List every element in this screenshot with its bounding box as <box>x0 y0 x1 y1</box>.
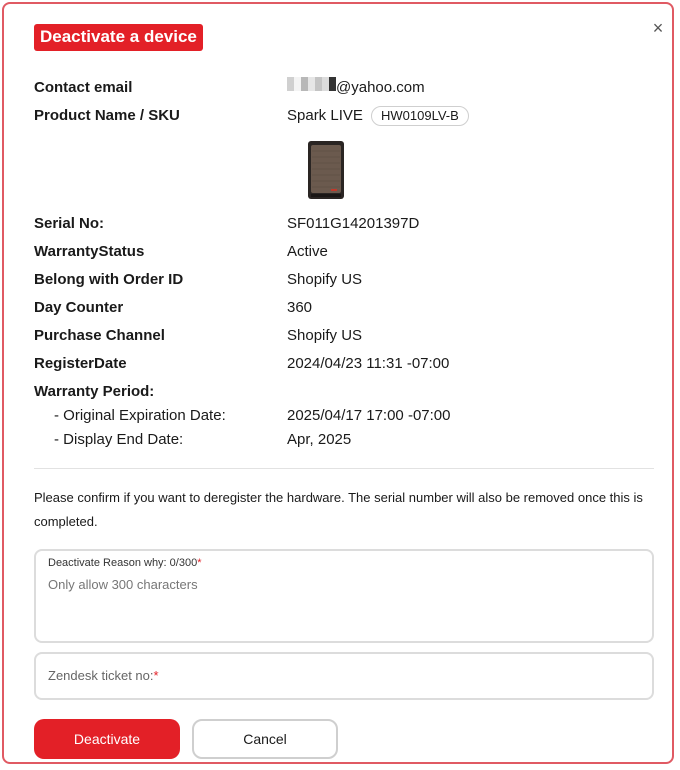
channel-value: Shopify US <box>287 327 363 344</box>
order-row <box>34 270 654 290</box>
contact-email-label: Contact email <box>34 79 133 96</box>
divider <box>34 468 654 469</box>
redacted-email-mask <box>287 77 336 97</box>
product-row <box>34 106 654 126</box>
channel-label: Purchase Channel <box>34 327 165 344</box>
display-end-row <box>34 430 654 450</box>
display-end-value: Apr, 2025 <box>287 431 352 448</box>
product-label: Product Name / SKU <box>34 107 180 124</box>
register-date-row <box>34 354 654 374</box>
warranty-period-label: Warranty Period: <box>34 383 155 400</box>
original-expiration-row <box>34 406 654 426</box>
deactivate-device-dialog <box>2 2 674 764</box>
warranty-status-value: Active <box>287 243 328 260</box>
original-expiration-value: 2025/04/17 17:00 -07:00 <box>287 407 451 424</box>
required-mark: * <box>153 668 159 683</box>
original-expiration-label: - Original Expiration Date: <box>54 407 226 424</box>
product-image <box>307 141 345 199</box>
serial-label: Serial No: <box>34 215 105 232</box>
serial-row <box>34 214 654 234</box>
zendesk-ticket-input[interactable] <box>46 662 646 692</box>
close-icon[interactable]: × <box>652 18 664 38</box>
day-counter-value: 360 <box>287 299 313 316</box>
contact-email-value <box>287 78 425 98</box>
contact-email-row <box>34 78 654 98</box>
deactivate-reason-field[interactable] <box>34 549 654 643</box>
dialog-title: Deactivate a device <box>34 24 203 51</box>
order-value: Shopify US <box>287 271 363 288</box>
serial-value: SF011G14201397D <box>287 215 420 232</box>
deactivate-reason-label-text: Deactivate Reason why: 0/300 <box>48 557 198 569</box>
register-date-value: 2024/04/23 11:31 -07:00 <box>287 355 450 372</box>
display-end-label: - Display End Date: <box>54 431 184 448</box>
warranty-period-row <box>34 382 654 402</box>
zendesk-ticket-label-text: Zendesk ticket no: <box>48 668 154 683</box>
sku-badge: HW0109LV-B <box>371 106 469 126</box>
product-name: Spark LIVE <box>287 107 363 124</box>
deactivate-reason-label <box>48 557 201 569</box>
day-counter-row <box>34 298 654 318</box>
confirm-message: Please confirm if you want to deregister the hardware. The serial number will also be removed once this is completed. <box>34 490 643 529</box>
channel-row <box>34 326 654 346</box>
order-label: Belong with Order ID <box>34 271 184 288</box>
warranty-status-row <box>34 242 654 262</box>
deactivate-button[interactable]: Deactivate <box>34 719 180 759</box>
cancel-button[interactable]: Cancel <box>192 719 338 759</box>
day-counter-label: Day Counter <box>34 299 124 316</box>
register-date-label: RegisterDate <box>34 355 127 372</box>
contact-email-domain: @yahoo.com <box>336 79 425 96</box>
warranty-status-label: WarrantyStatus <box>34 243 145 260</box>
required-mark: * <box>197 557 202 569</box>
deactivate-reason-input[interactable] <box>48 577 638 633</box>
zendesk-ticket-field[interactable] <box>34 652 654 700</box>
